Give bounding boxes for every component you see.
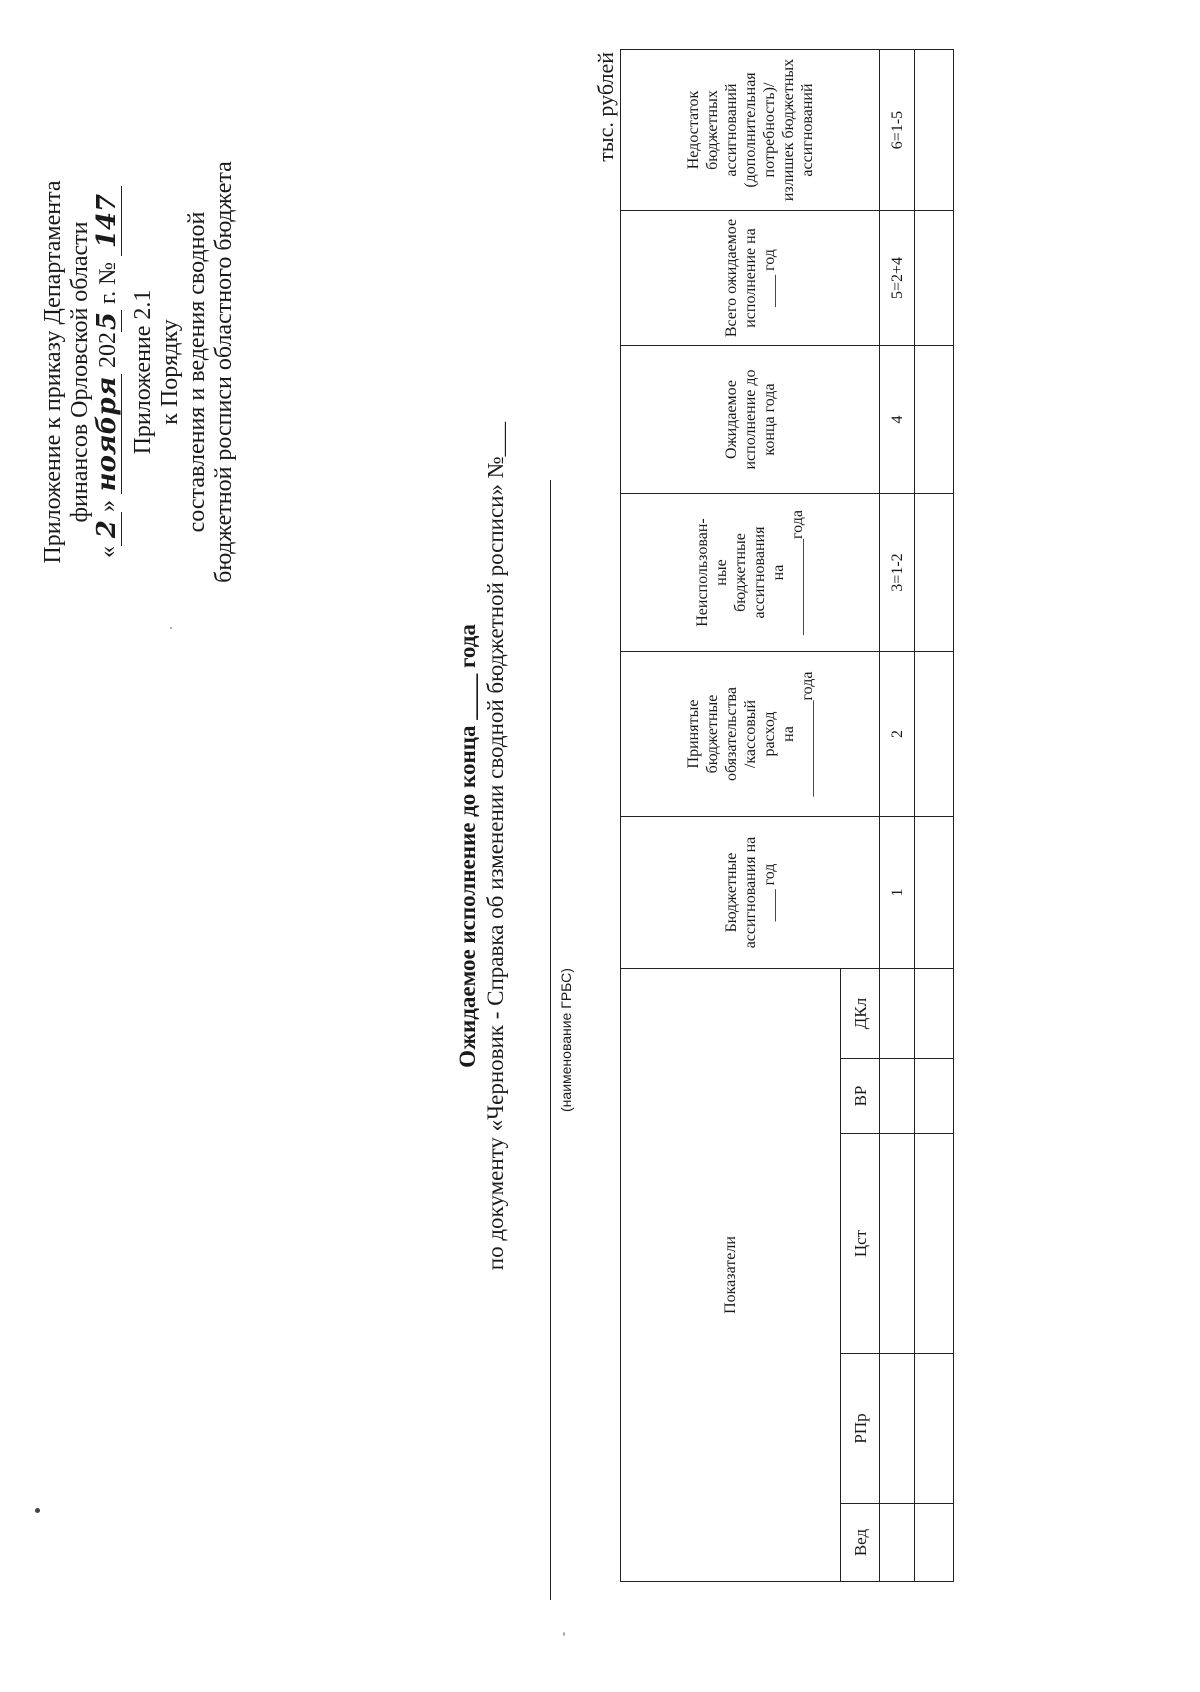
handwritten-day: 2	[94, 512, 122, 546]
code-header-ved: Вед	[841, 1504, 880, 1582]
col1-header: Бюджетные ассигнования на ____ год	[621, 817, 880, 969]
table-cell	[915, 1134, 954, 1354]
col4-header: Ожидаемое исполнение до конца года	[621, 346, 880, 494]
table-header-row	[621, 50, 841, 1582]
order-line-1: Приложение к приказу Департамента	[40, 180, 66, 564]
handwritten-month: ноября	[94, 374, 122, 494]
col6-header: Недостаток бюджетных ассигнований (дополнительная потребность)/ излишек бюджетных ассигнований	[621, 50, 880, 211]
table-cell	[915, 1059, 954, 1134]
col2-header	[621, 652, 880, 817]
scan-speck	[35, 1508, 40, 1513]
indicators-header: Показатели	[621, 969, 841, 1582]
execution-table	[620, 49, 954, 1582]
scan-speck	[563, 1632, 565, 1636]
table-cell	[915, 817, 954, 969]
col2-line: ____________года	[798, 671, 816, 797]
column-number: 6=1-5	[880, 50, 915, 211]
order-number-label: г. №	[95, 261, 121, 305]
column-number: 3=1-2	[880, 494, 915, 652]
empty-cell	[880, 1059, 915, 1134]
col3-header	[621, 494, 880, 652]
col2-line: расход	[760, 711, 778, 757]
col5-header: Всего ожидаемое исполнение на ____ год	[621, 211, 880, 346]
year-prefix: 202	[95, 332, 121, 369]
col2-line: обязательства	[722, 686, 740, 782]
table-cell	[915, 494, 954, 652]
col3-line: бюджетные	[732, 533, 749, 612]
scan-speck	[170, 627, 172, 629]
code-header-vr: ВР	[841, 1059, 880, 1134]
empty-cell	[880, 969, 915, 1059]
col3-line: ные	[713, 559, 730, 586]
table-cell	[915, 969, 954, 1059]
table-cell	[915, 1504, 954, 1582]
appendix-number: Приложение 2.1	[130, 289, 156, 455]
handwritten-order-number: 147	[94, 186, 122, 256]
table-cell	[915, 1354, 954, 1504]
col2-line: Принятые	[684, 699, 702, 769]
table-cell	[915, 50, 954, 211]
column-number: 4	[880, 346, 915, 494]
col3-line: Неиспользован-	[694, 518, 711, 627]
column-number: 5=2+4	[880, 211, 915, 346]
quote-open: «	[95, 546, 121, 559]
code-header-dkl: ДКл	[841, 969, 880, 1059]
appendix-line-4: бюджетной росписи областного бюджета	[211, 161, 237, 583]
col3-line: ассигнования	[751, 526, 768, 619]
page-title: Ожидаемое исполнение до конца ____ года	[455, 624, 480, 1068]
empty-cell	[880, 1504, 915, 1582]
grbs-caption: (наименование ГРБС)	[558, 968, 574, 1112]
column-number: 2	[880, 652, 915, 817]
col2-line: /кассовый	[741, 699, 759, 769]
units-label: тыс. рублей	[593, 52, 618, 162]
handwritten-year-digit: 5	[92, 311, 122, 331]
col2-line: на	[779, 726, 797, 742]
empty-cell	[880, 1134, 915, 1354]
code-header-rpr: РПр	[841, 1354, 880, 1504]
column-number: 1	[880, 817, 915, 969]
code-header-cst: Цст	[841, 1134, 880, 1354]
empty-cell	[880, 1354, 915, 1504]
order-line-2: финансов Орловской области	[67, 221, 93, 523]
order-date-line	[94, 52, 122, 692]
column-number-row	[880, 50, 915, 1582]
page-subtitle: по документу «Черновик - Справка об изменении сводной бюджетной росписи» №___	[483, 421, 508, 1271]
table-cell	[915, 652, 954, 817]
table-row	[915, 50, 954, 1582]
appendix-to: к Порядку	[157, 319, 183, 425]
appendix-line-3: составления и ведения сводной	[184, 211, 210, 533]
grbs-name-line	[550, 480, 551, 1600]
col2-line: бюджетные	[703, 694, 721, 774]
table-cell	[915, 346, 954, 494]
table-cell	[915, 211, 954, 346]
col3-line: на	[770, 564, 787, 581]
quote-close: »	[95, 500, 121, 513]
col3-line: ____________года	[789, 510, 806, 635]
